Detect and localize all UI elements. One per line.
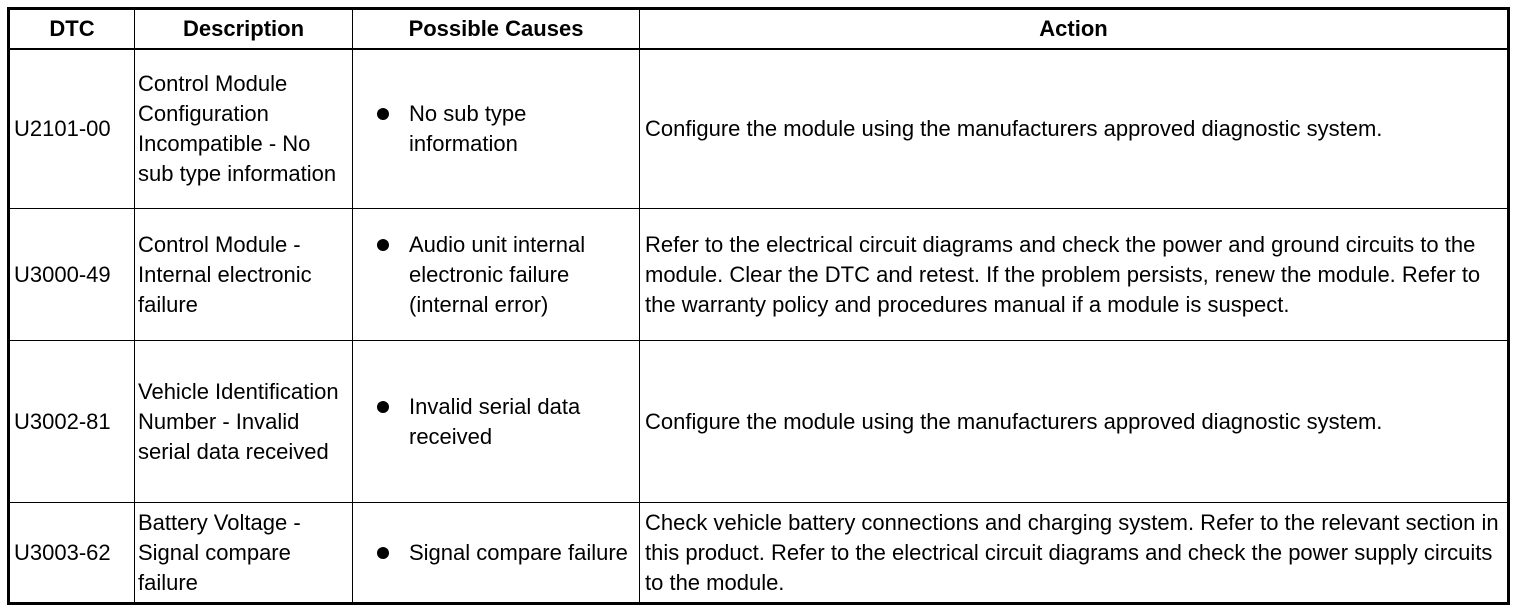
possible-cause <box>353 49 640 209</box>
possible-cause-text: Audio unit internal electronic failure (internal error) <box>409 231 586 317</box>
dtc-description: Vehicle Identification Number - Invalid serial data received <box>135 341 353 503</box>
possible-cause-text: Invalid serial data received <box>409 393 581 449</box>
dtc-action: Refer to the electrical circuit diagrams and check the power and ground circuits to the module. Clear the DTC and retest. If the problem persists, renew the module. Refer to the warranty policy and procedures manual if a module is suspect. <box>640 209 1509 341</box>
dtc-action: Configure the module using the manufacturers approved diagnostic system. <box>640 49 1509 209</box>
table-row <box>9 49 1509 209</box>
header-dtc: DTC <box>9 9 135 49</box>
table-row <box>9 209 1509 341</box>
dtc-action: Configure the module using the manufacturers approved diagnostic system. <box>640 341 1509 503</box>
possible-cause-text: No sub type information <box>409 100 527 156</box>
header-action: Action <box>640 9 1509 49</box>
possible-cause <box>353 503 640 604</box>
header-description: Description <box>135 9 353 49</box>
dtc-description: Control Module Configuration Incompatible - No sub type information <box>135 49 353 209</box>
dtc-code: U3002-81 <box>9 341 135 503</box>
header-possible-causes: Possible Causes <box>353 9 640 49</box>
table-row <box>9 503 1509 604</box>
dtc-description: Battery Voltage - Signal compare failure <box>135 503 353 604</box>
dtc-description: Control Module - Internal electronic failure <box>135 209 353 341</box>
possible-cause <box>353 341 640 503</box>
bullet-icon <box>377 239 389 251</box>
dtc-code: U3000-49 <box>9 209 135 341</box>
bullet-icon <box>377 547 389 559</box>
table-row <box>9 341 1509 503</box>
bullet-icon <box>377 401 389 413</box>
bullet-icon <box>377 108 389 120</box>
dtc-action: Check vehicle battery connections and charging system. Refer to the relevant section in this product. Refer to the electrical circuit diagrams and check the power supply circuits to the module. <box>640 503 1509 604</box>
dtc-code: U3003-62 <box>9 503 135 604</box>
possible-cause-text: Signal compare failure <box>409 539 628 565</box>
dtc-code: U2101-00 <box>9 49 135 209</box>
table-header-row <box>9 9 1509 49</box>
dtc-table <box>7 7 1510 605</box>
dtc-table-container <box>7 7 1510 605</box>
possible-cause <box>353 209 640 341</box>
